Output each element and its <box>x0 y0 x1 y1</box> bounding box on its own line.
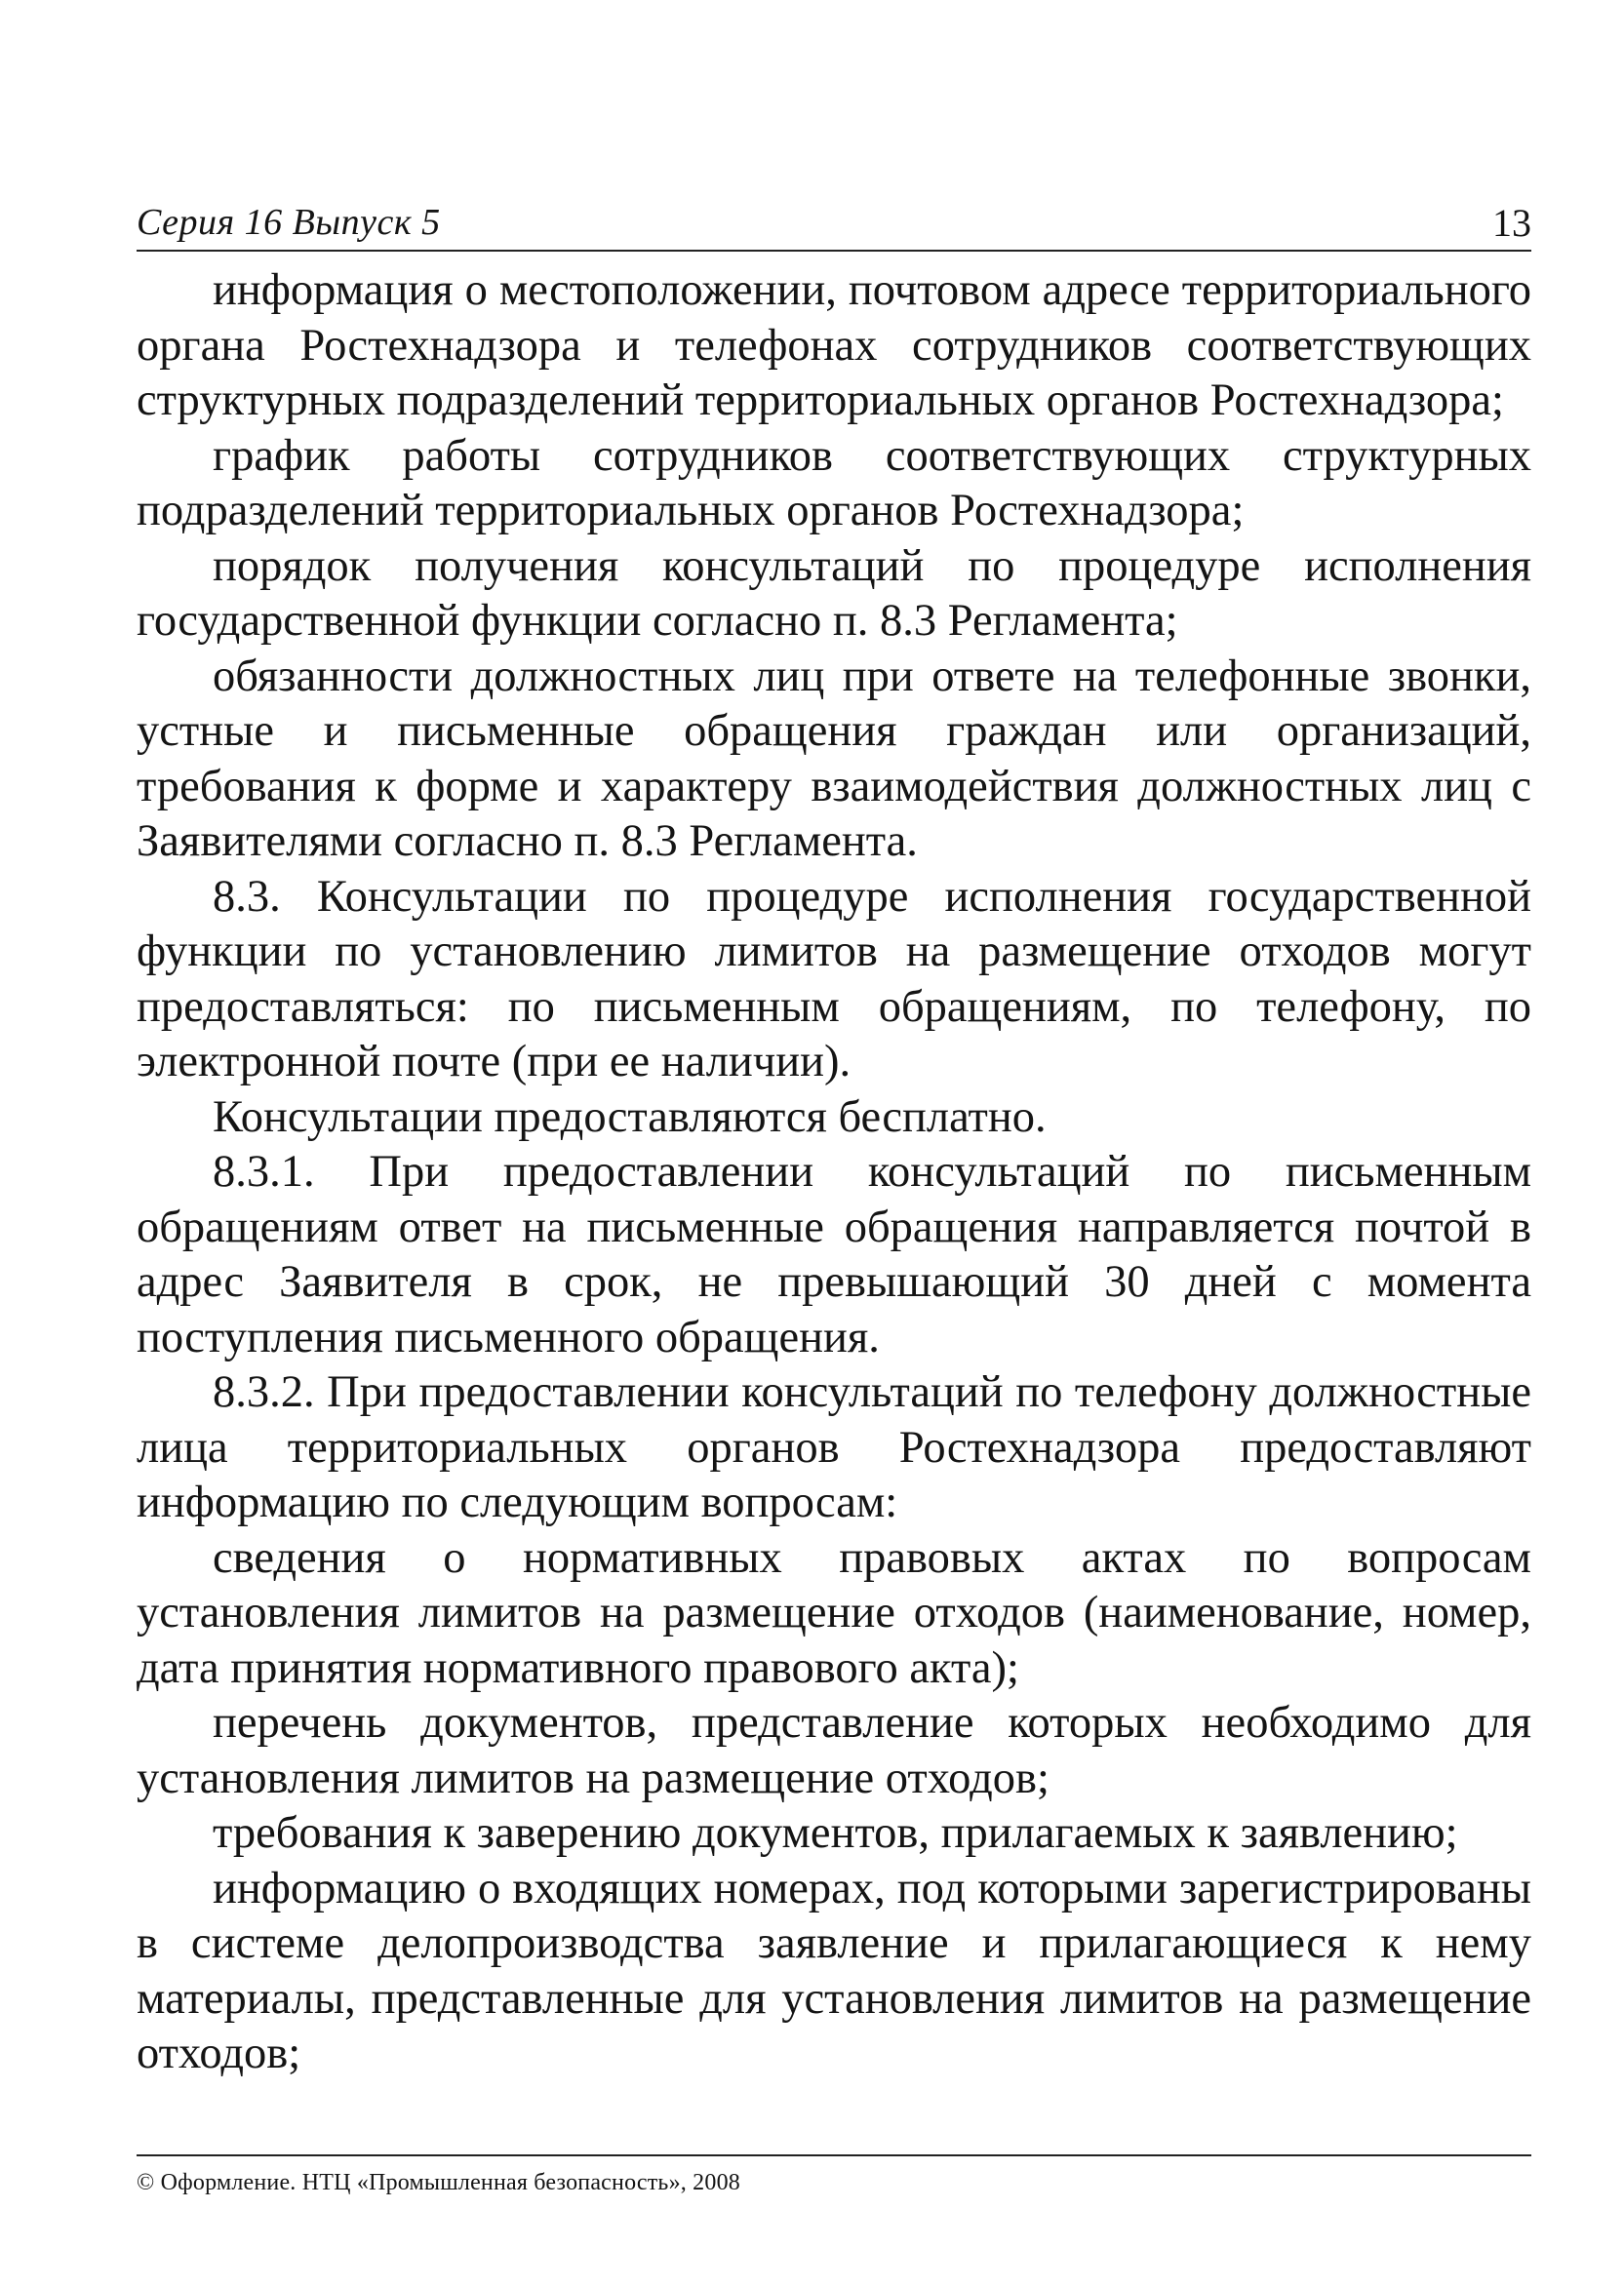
paragraph: информацию о входящих номерах, под которыми зарегистрированы в системе делопроизводства заявление и прилагающиеся к нему материалы, представленные для установления лимитов на размещение отходов; <box>137 1863 1531 2078</box>
paragraph: Консультации предоставляются бесплатно. <box>213 1091 1047 1142</box>
series-title: Серия 16 Выпуск 5 <box>137 202 441 243</box>
body-text <box>137 263 1531 2082</box>
copyright-notice: © Оформление. НТЦ «Промышленная безопасность», 2008 <box>137 2170 740 2195</box>
paragraph: перечень документов, представление которых необходимо для установления лимитов на размещение отходов; <box>137 1698 1531 1803</box>
paragraph: требования к заверению документов, прилагаемых к заявлению; <box>213 1808 1458 1858</box>
paragraph: информация о местоположении, почтовом адресе территориального органа Ростехнадзора и телефонах сотрудников соответствующих структурных подразделений территориальных органов Ростехнадзора; <box>137 265 1531 425</box>
paragraph: сведения о нормативных правовых актах по вопросам установления лимитов на размещение отходов (наименование, номер, дата принятия нормативного правового акта); <box>137 1532 1531 1693</box>
page-footer <box>137 2154 1531 2196</box>
paragraph: 8.3. Консультации по процедуре исполнения государственной функции по установлению лимитов на размещение отходов могут предоставляться: по письменным обращениям, по телефону, по электронной почте (при ее наличии). <box>137 871 1531 1086</box>
paragraph: 8.3.2. При предоставлении консультаций по телефону должностные лица территориальных органов Ростехнадзора предоставляют информацию по следующим вопросам: <box>137 1367 1531 1527</box>
paragraph: 8.3.1. При предоставлении консультаций по письменным обращениям ответ на письменные обращения направляется почтой в адрес Заявителя в срок, не превышающий 30 дней с момента поступления письменного обращения. <box>137 1147 1531 1362</box>
paragraph: обязанности должностных лиц при ответе на телефонные звонки, устные и письменные обращения граждан или организаций, требования к форме и характеру взаимодействия должностных лиц с Заявителями согласно п. 8.3 Регламента. <box>137 651 1531 866</box>
page-number: 13 <box>1492 201 1531 245</box>
running-header <box>137 191 1531 252</box>
paragraph: порядок получения консультаций по процедуре исполнения государственной функции согласно п. 8.3 Регламента; <box>137 540 1531 646</box>
paragraph: график работы сотрудников соответствующих структурных подразделений территориальных органов Ростехнадзора; <box>137 430 1531 535</box>
